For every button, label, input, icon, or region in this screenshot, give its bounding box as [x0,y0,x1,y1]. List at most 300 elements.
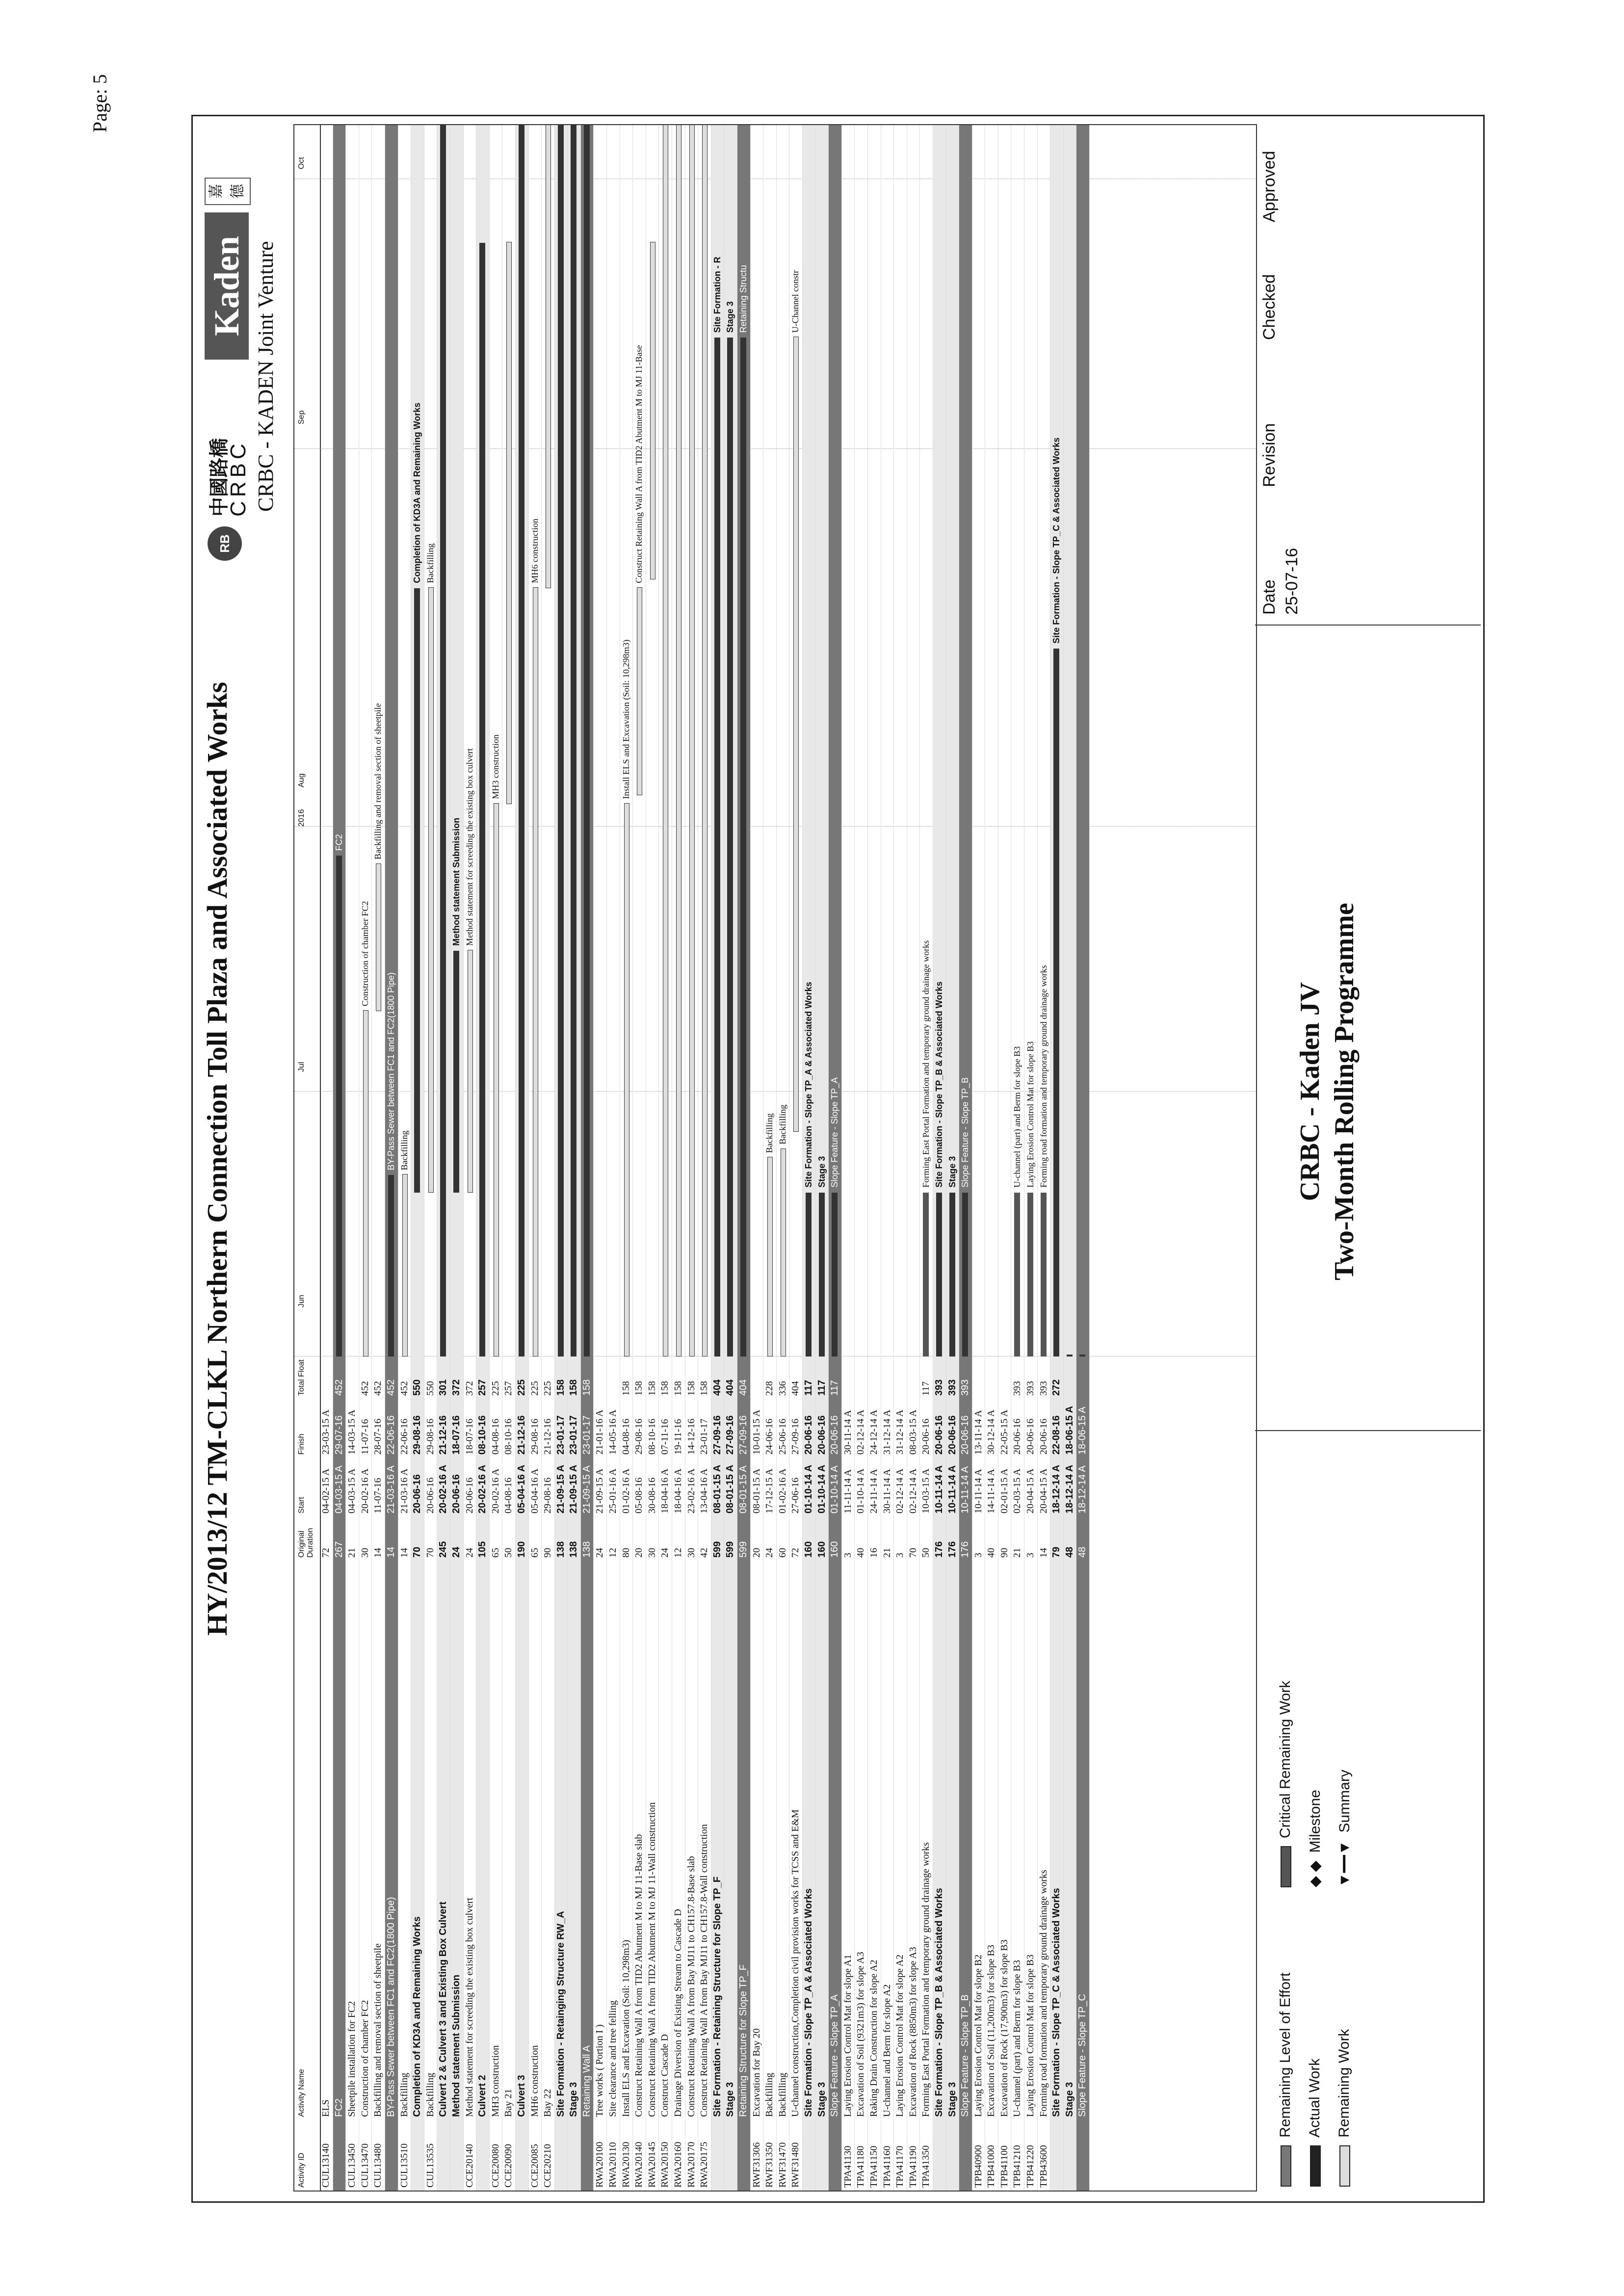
table-row [855,125,868,2191]
total-float: 158 [620,1381,631,1396]
activity-id: RWA20140 [633,2141,645,2188]
finish-date: 14-12-16 [685,1418,697,1455]
table-row [1024,125,1038,2191]
start-date: 20-06-16 [424,1477,436,1513]
summary-bar [832,1193,838,1357]
finish-date: 20-06-16 [1025,1418,1036,1455]
total-float: 404 [711,1379,723,1396]
legend-actual-work [1307,2059,1323,2187]
start-date: 01-02-16 A [777,1468,788,1513]
summary-bar [558,125,564,1357]
start-date: 18-12-14 A [1077,1465,1088,1513]
bar-label: FC2 [334,834,344,851]
activity-id: RWF31350 [764,2142,775,2188]
start-date: 02-01-15 A [998,1468,1010,1513]
activity-id: CUL13140 [320,2143,331,2188]
summary-bar [453,951,459,1193]
start-date: 02-12-14 A [907,1468,918,1513]
table-row [698,125,711,2191]
original-duration: 12 [673,1548,684,1558]
original-duration: 24 [764,1548,775,1558]
summary-bar [1067,1355,1073,1357]
table-row [646,125,659,2191]
activity-id: CUL13510 [398,2143,410,2188]
activity-id: TPA41170 [894,2145,906,2188]
table-row [594,125,607,2191]
original-duration: 3 [972,1553,984,1558]
programme-frame [191,115,1485,2203]
finish-date: 25-06-16 [777,1418,788,1455]
summary-bar [740,338,746,1357]
activity-name: Excavation of Soil (11,200m3) for slope B3 [986,1945,997,2117]
total-float: 404 [738,1379,749,1396]
finish-date: 08-10-16 [646,1418,657,1455]
finish-date: 23-01-17 [568,1415,579,1455]
summary-row [816,125,829,2191]
activity-id: RWA20150 [659,2141,671,2188]
activity-name: Raking Drain Construction for slope A2 [868,1959,879,2117]
finish-date: 08-10-16 [503,1418,514,1455]
original-duration: 20 [751,1548,762,1558]
original-duration: 3 [894,1553,906,1558]
summary-bar [806,1193,812,1357]
finish-date: 20-06-16 [816,1415,827,1455]
activity-name: Stage 3 [946,2082,958,2117]
start-date: 21-09-15 A [555,1464,566,1513]
start-date: 08-01-15 A [725,1464,736,1513]
finish-date: 04-08-16 [490,1418,501,1455]
total-float: 393 [1038,1381,1049,1396]
activity-name: BY-Pass Sewer between FC1 and FC2(1800 Pipe) [385,1897,396,2117]
start-date: 21-03-16 A [385,1465,396,1513]
original-duration: 160 [816,1541,827,1558]
total-float: 257 [503,1381,514,1396]
activity-name: Backfilling [764,2073,775,2117]
activity-name: Site Formation - Retainging Structure RW_A [555,1911,566,2117]
table-row [985,125,998,2191]
start-date: 02-12-14 A [894,1468,906,1513]
finish-date: 23-01-17 [581,1415,592,1455]
remaining-bar [663,124,668,1357]
table-row [398,125,412,2191]
bar-label: Stage 3 [816,1156,827,1188]
finish-date: 18-07-16 [464,1418,475,1455]
project-title: HY/2013/12 TM-CLKL Northern Connection Toll Plaza and Associated Works [201,681,233,1636]
crbc-chinese-name: 中國路橋 [208,438,230,517]
start-date: 30-11-14 A [881,1469,892,1513]
total-float: 393 [933,1379,944,1396]
finish-date: 27-09-16 [738,1415,749,1455]
finish-date: 21-12-16 [542,1418,553,1455]
original-duration: 50 [920,1548,932,1558]
finish-date: 08-03-15 A [907,1409,918,1455]
finish-date: 27-09-16 [725,1415,736,1455]
original-duration: 30 [359,1548,370,1558]
summary-row [568,125,581,2191]
start-date: 08-01-15 A [751,1468,762,1513]
kaden-chinese-name: 嘉 德 [205,178,251,205]
col-original-duration: Original Duration [297,1528,314,1558]
bar-label: Forming East Portal Formation and temporary ground drainage works [921,940,931,1188]
activity-name: Stage 3 [568,2082,579,2117]
original-duration: 48 [1064,1546,1075,1558]
remaining-bar [363,1010,368,1357]
activity-id: RWA20145 [646,2141,657,2188]
bar-label: Forming road formation and temporary ground drainage works [1038,965,1048,1188]
original-duration: 12 [607,1548,619,1558]
summary-row [933,125,946,2191]
total-float: 117 [816,1380,827,1396]
original-duration: 24 [659,1548,671,1558]
activity-name: Laying Erosion Control Mat for slope B3 [1025,1954,1036,2117]
activity-name: Excavation of Soil (9321m3) for slope A3 [855,1952,866,2117]
finish-date: 29-08-16 [633,1418,645,1455]
finish-date: 18-06-15 A [1064,1406,1075,1455]
table-row [920,125,933,2191]
table-row [842,125,855,2191]
start-date: 17-12-15 A [764,1468,775,1513]
total-float: 225 [490,1381,501,1396]
summary-row [1050,125,1064,2191]
original-duration: 138 [581,1541,592,1558]
rb-logo-icon: RB [208,526,242,561]
original-duration: 24 [464,1548,475,1558]
start-date: 29-08-16 [542,1477,553,1513]
original-duration: 72 [320,1548,331,1558]
bar-label: Construct Retaining Wall A from TID2 Abutment M to MJ 11-Base [634,345,644,583]
activity-id: RWA20130 [620,2141,631,2188]
original-duration: 105 [477,1541,488,1558]
finish-date: 20-06-16 [803,1415,814,1455]
activity-name: Culvert 2 [477,2075,488,2117]
total-float: 452 [385,1379,396,1396]
original-duration: 14 [398,1548,410,1558]
month-aug: Aug [297,773,306,787]
original-duration: 40 [986,1548,997,1558]
bar-label: Backfilling [764,1113,775,1153]
activity-name: Backfilling [777,2073,788,2117]
summary-row [737,125,751,2191]
remaining-bar [624,803,629,1357]
start-date: 13-04-16 A [699,1468,710,1513]
activity-name: Laying Erosion Control Mat for slope B2 [972,1954,984,2117]
bar-label: Backfilling [425,543,435,583]
title-block [1255,125,1481,1431]
bar-label: U-Channel constr [790,270,801,333]
total-float: 225 [516,1379,527,1396]
finish-date: 13-11-14 A [972,1410,984,1455]
critical-bar [923,1193,929,1357]
activity-id: RWA20100 [594,2141,605,2188]
finish-date: 22-05-15 A [998,1409,1010,1455]
finish-date: 22-08-16 [1051,1415,1062,1455]
legend-label: Summary [1336,1770,1353,1833]
start-date: 18-12-14 A [1064,1464,1075,1513]
start-date: 21-03-16 A [398,1468,410,1513]
start-date: 18-04-16 A [659,1468,671,1513]
activity-name: Construct Cascade D [659,2034,671,2117]
finish-date: 24-12-14 A [868,1409,879,1455]
legend-label: Remaining Work [1336,2029,1352,2138]
start-date: 11-07-16 [372,1478,384,1513]
original-duration: 70 [412,1546,423,1558]
start-date: 20-06-16 [464,1477,475,1513]
activity-id: RWF31480 [790,2142,801,2188]
total-float: 158 [633,1381,645,1396]
activity-name: Laying Erosion Control Mat for slope A2 [894,1954,906,2117]
finish-date: 29-08-16 [529,1418,540,1455]
start-date: 01-10-14 A [855,1468,866,1513]
original-duration: 267 [333,1541,344,1558]
original-duration: 65 [529,1548,540,1558]
activity-name: Site clearance and tree felling [607,2000,619,2117]
col-start: Start [297,1497,306,1513]
month-oct: Oct [297,157,306,169]
table-row [672,125,685,2191]
programme-name: Two-Month Rolling Programme [1329,903,1360,1280]
total-float: 301 [438,1379,449,1396]
total-float: 404 [790,1381,801,1396]
original-duration: 48 [1077,1546,1088,1558]
year-label: 2016 [297,809,306,827]
original-duration: 70 [424,1548,436,1558]
bar-label: Backfilling and removal section of sheetpile [373,703,383,860]
summary-row [1076,125,1090,2191]
start-date: 10-11-14 A [933,1465,944,1513]
start-date: 05-04-16 A [529,1468,540,1513]
table-row [685,125,699,2191]
finish-date: 29-08-16 [424,1418,436,1455]
date-label: Date [1260,579,1279,615]
table-row [751,125,764,2191]
total-float: 225 [529,1381,540,1396]
activity-id: CCE20210 [542,2144,553,2188]
summary-bar [571,125,576,1357]
total-float: 404 [725,1379,736,1396]
finish-date: 20-06-16 [829,1415,840,1455]
summary-row [829,125,842,2191]
start-date: 01-10-14 A [829,1465,840,1513]
start-date: 01-10-14 A [803,1464,814,1513]
total-float: 158 [673,1381,684,1396]
approved-label: Approved [1260,151,1279,222]
bar-label: Stage 3 [947,1156,957,1188]
month-jul: Jul [297,1062,306,1072]
col-total-float: Total Float [297,1359,306,1396]
finish-date: 28-07-16 [372,1418,384,1455]
activity-id: CCE20085 [529,2144,540,2188]
bar-label: Completion of KD3A and Remaining Works [412,402,422,583]
finish-date: 10-01-15 A [751,1409,762,1455]
activity-id: CCE20080 [490,2144,501,2188]
bar-label: Site Formation - Slope TP_B & Associated Works [934,981,944,1188]
finish-date: 21-12-16 [516,1415,527,1455]
bar-label: Laying Erosion Control Mat for slope B3 [1025,1041,1036,1188]
bar-label: Site Formation - Slope TP_C & Associated Works [1051,437,1062,644]
summary-bar [584,125,590,1357]
legend-remaining-effort [1277,1973,1294,2187]
summary-bar [936,1193,942,1357]
bar-label: Method statement for screeding the existing box culvert [464,748,474,946]
table-row [633,125,646,2191]
table-row [620,125,633,2191]
total-float: 228 [764,1381,775,1396]
remaining-bar [376,863,381,1011]
original-duration: 42 [699,1548,710,1558]
bar-label: Stage 3 [725,301,735,333]
original-duration: 72 [790,1548,801,1558]
start-date: 04-03-15 A [346,1468,358,1513]
finish-date: 30-11-14 A [842,1410,853,1455]
summary-row [946,125,960,2191]
activity-name: Tree works ( Portion I ) [594,2024,605,2117]
activity-name: Bay 21 [503,2088,514,2117]
summary-bar [714,338,720,1357]
table-row [359,125,372,2191]
finish-date: 02-12-14 A [855,1409,866,1455]
original-duration: 245 [438,1541,449,1558]
activity-name: Backfilling [398,2073,410,2117]
activity-name: ELS [320,2099,331,2117]
remaining-bar [637,587,642,795]
finish-date: 23-01-17 [555,1415,566,1455]
activity-id: RWA20175 [699,2141,710,2188]
start-date: 01-10-14 A [816,1464,827,1513]
legend-swatch-effort [1281,2145,1291,2187]
summary-row [476,125,490,2191]
summary-bar-icon: ▼━━▼ [1336,1840,1353,1887]
table-row [881,125,894,2191]
activity-id: TPB40900 [972,2145,984,2188]
activity-name: Retaining Wall A [581,2045,592,2117]
start-date: 18-12-14 A [1051,1464,1062,1513]
activity-name: Install ELS and Excavation (Soil: 10,298m3) [620,1939,631,2117]
total-float: 117 [920,1381,932,1396]
critical-bar [1014,1193,1020,1357]
activity-name: Backfilling and removal section of sheetpile [372,1943,384,2117]
summary-bar [727,338,733,1357]
start-date: 30-08-16 [646,1477,657,1513]
legend-remaining-work [1336,2029,1353,2187]
table-row [659,125,672,2191]
month-jun: Jun [297,1295,306,1307]
original-duration: 21 [1012,1548,1023,1558]
summary-bar [336,856,342,1357]
original-duration: 3 [842,1553,853,1558]
original-duration: 30 [646,1548,657,1558]
summary-bar [479,243,485,1357]
start-date: 10-11-14 A [972,1469,984,1513]
date-value: 25-07-16 [1283,548,1301,615]
remaining-bar [402,1174,408,1357]
start-date: 21-09-15 A [568,1464,579,1513]
original-duration: 190 [516,1541,527,1558]
total-float: 452 [359,1381,370,1396]
finish-date: 30-12-14 A [986,1409,997,1455]
activity-name: Completion of KD3A and Remaining Works [412,1916,423,2117]
col-finish: Finish [297,1434,306,1455]
finish-date: 21-12-16 [438,1415,449,1455]
start-date: 20-04-15 A [1038,1468,1049,1513]
activity-id: CUL13470 [359,2143,370,2188]
finish-date: 31-12-14 A [894,1409,906,1455]
original-duration: 160 [829,1541,840,1558]
activity-id: RWF31470 [777,2142,788,2188]
summary-row [581,125,594,2191]
finish-date: 14-05-16 A [607,1409,619,1455]
finish-date: 23-03-15 A [320,1409,331,1455]
table-row [763,125,777,2191]
remaining-bar [533,587,538,1357]
table-row [542,125,555,2191]
original-duration: 3 [1025,1553,1036,1558]
summary-row [450,125,464,2191]
original-duration: 40 [855,1548,866,1558]
total-float: 158 [581,1379,592,1396]
start-date: 20-04-15 A [1025,1468,1036,1513]
total-float: 117 [829,1380,840,1396]
activity-name: U-channel (part) and Berm for slope B3 [1012,1960,1023,2117]
start-date: 21-09-15 A [594,1468,605,1513]
activity-name: Forming road formation and temporary ground drainage works [1038,1870,1049,2117]
activity-name: MH3 construction [490,2045,501,2117]
summary-row [437,125,450,2191]
legend-milestone [1307,1790,1324,1887]
bar-label: Method statement Submission [451,817,461,946]
activity-id: CUL13450 [346,2143,358,2188]
start-date: 05-08-16 [633,1477,645,1513]
remaining-bar [793,337,799,1132]
activity-name: Construction of chamber FC2 [359,2000,370,2117]
remaining-bar [702,124,707,1357]
start-date: 10-11-14 A [946,1465,958,1513]
original-duration: 24 [594,1548,605,1558]
bar-label: Slope Feature - Slope TP_A [830,1077,840,1188]
finish-date: 19-11-16 [673,1419,684,1455]
activity-id: TPA41130 [842,2145,853,2188]
bar-label: Construction of chamber FC2 [360,901,370,1006]
activity-name: Site Formation - Slope TP_B & Associated Works [933,1888,944,2117]
activity-name: Stage 3 [816,2082,827,2117]
start-date: 10-03-15 A [920,1468,932,1513]
start-date: 11-11-14 A [842,1469,853,1513]
activity-name: Stage 3 [1064,2082,1075,2117]
table-row [490,125,503,2191]
total-float: 452 [398,1381,410,1396]
start-date: 10-11-14 A [960,1466,971,1513]
summary-row [411,125,424,2191]
summary-bar [440,125,446,1357]
activity-id: CUL13535 [424,2143,436,2188]
original-duration: 14 [385,1546,396,1558]
finish-date: 20-06-16 [960,1415,971,1455]
col-activity-id: Activity ID [297,2152,306,2188]
table-row [424,125,438,2191]
finish-date: 29-08-16 [412,1415,423,1455]
legend [1267,1431,1464,2192]
original-duration: 90 [998,1548,1010,1558]
summary-bar [1053,649,1059,1357]
activity-id: TPA41180 [855,2145,866,2188]
table-row [998,125,1012,2191]
bar-label: MH6 construction [529,519,540,583]
bar-label: Backfilling [399,1130,409,1171]
bar-label: Slope Feature - Slope TP_B [960,1077,970,1188]
finish-date: 18-06-15 A [1077,1407,1088,1455]
remaining-bar [494,803,499,1357]
schedule-grid [293,124,1257,2192]
critical-bar [1027,1193,1033,1357]
